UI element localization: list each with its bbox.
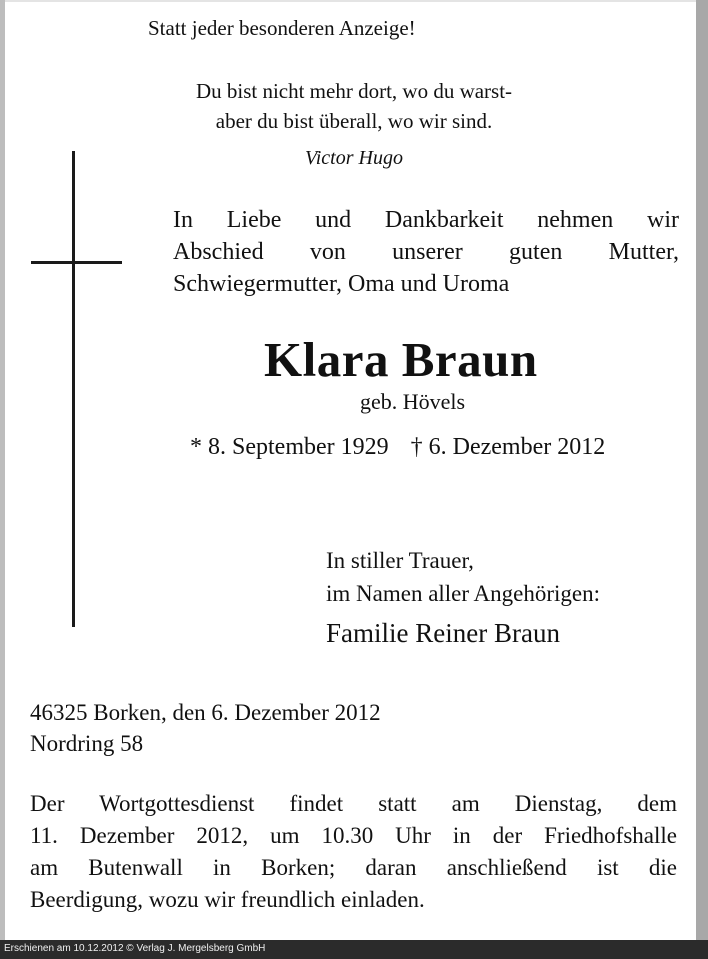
quote [0,76,708,136]
death-date: † 6. Dezember 2012 [410,434,606,460]
address [30,697,381,759]
service-line-1: Der Wortgottesdienst findet statt am Dienstag, dem [30,791,677,816]
mourning-line-1: In stiller Trauer, [326,548,474,573]
service-line-4: Beerdigung, wozu wir freundlich einladen. [30,887,425,912]
announcement-line-3: Schwiegermutter, Oma und Uroma [173,271,510,297]
footer-bar [0,940,708,959]
top-border [0,0,708,2]
left-border [0,0,5,940]
quote-line-2: aber du bist überall, wo wir sind. [215,109,493,133]
mourning-line-2: im Namen aller Angehörigen: [326,581,601,606]
quote-line-1: Du bist nicht mehr dort, wo du warst- [195,79,513,103]
announcement [173,204,679,300]
address-line-2: Nordring 58 [30,731,144,756]
cross-icon [72,151,75,627]
maiden-name: geb. Hövels [360,389,466,414]
intro-heading: Statt jeder besonderen Anzeige! [148,16,416,40]
life-dates [190,434,605,461]
cross-bar [31,261,122,264]
announcement-line-2: Abschied von unserer guten Mutter, [173,239,679,265]
service-line-2: 11. Dezember 2012, um 10.30 Uhr in der Friedhofshalle [30,823,677,848]
family-name: Familie Reiner Braun [326,618,560,648]
birth-date: * 8. September 1929 [190,434,389,460]
mourning-text [326,544,600,610]
address-line-1: 46325 Borken, den 6. Dezember 2012 [30,700,381,725]
quote-author: Victor Hugo [305,147,403,169]
service-line-3: am Butenwall in Borken; daran anschließend ist die [30,855,677,880]
footer-text: Erschienen am 10.12.2012 © Verlag J. Mergelsberg GmbH [4,943,266,954]
deceased-name: Klara Braun [264,332,538,387]
announcement-line-1: In Liebe und Dankbarkeit nehmen wir [173,207,679,233]
service-info [30,788,677,916]
right-border [696,0,708,940]
